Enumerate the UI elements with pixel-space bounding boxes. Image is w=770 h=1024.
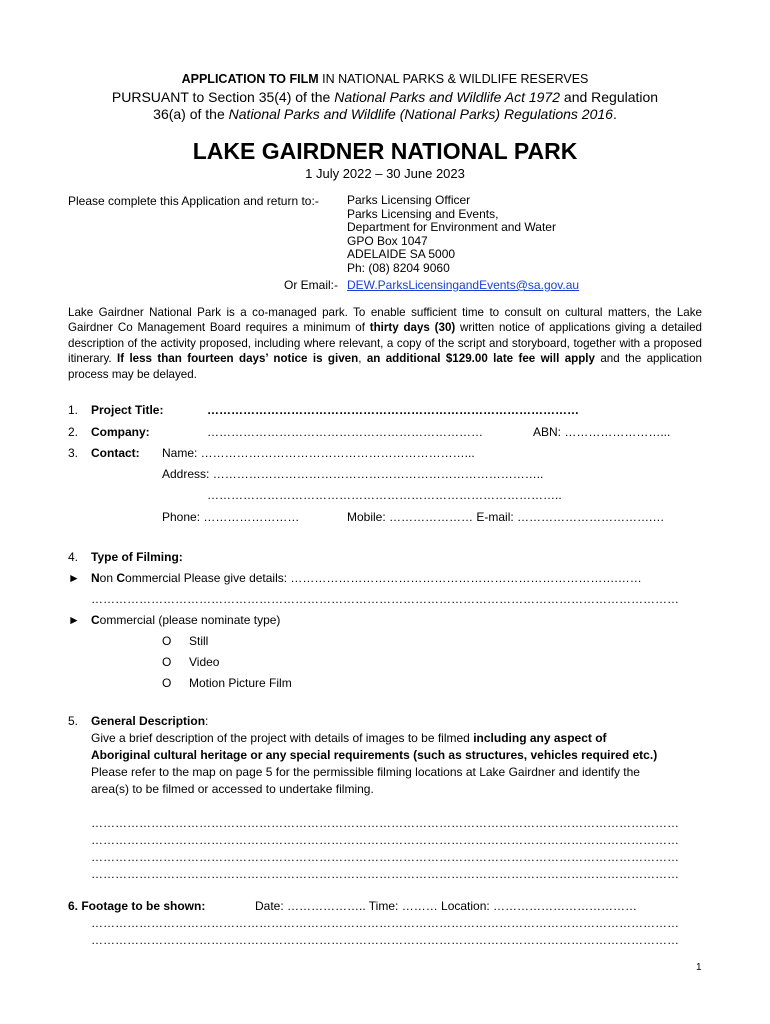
- legislation-text: and Regulation: [560, 89, 659, 105]
- section-3-number: 3.: [68, 446, 79, 460]
- arrow-bullet-icon: ►: [68, 571, 80, 585]
- video-checkbox[interactable]: O: [162, 655, 172, 669]
- page-number: 1: [696, 962, 702, 973]
- email-link[interactable]: DEW.ParksLicensingandEvents@sa.gov.au: [347, 278, 580, 292]
- contact-address-field[interactable]: Address: ………………………………………………………………………..: [162, 467, 544, 481]
- late-fee-notice: an additional $129.00 late fee will apply: [366, 352, 595, 366]
- option-text: ommercial Please give details: ……………………………………………………………………….……: [125, 571, 642, 585]
- contact-name-field[interactable]: Name: …………………………………………………………...: [162, 446, 475, 460]
- regulation-name: National Parks and Wildlife (National Parks) Regulations 2016: [228, 106, 613, 122]
- company-field[interactable]: ……………………………………………………………: [207, 425, 483, 439]
- legislation-text: 36(a) of the: [153, 106, 229, 122]
- general-description-label: General Description: [91, 714, 206, 728]
- description-instruction-2: Aboriginal cultural heritage or any special requirements (such as structures, vehicles required etc.): [91, 748, 658, 762]
- description-field-line[interactable]: …………………………………………………………………………………………………………………………………: [91, 816, 679, 830]
- contact-mobile-email-field[interactable]: Mobile: ………………… E-mail: …………………………….…: [347, 510, 665, 524]
- description-instruction-1: [91, 731, 607, 745]
- heading-colon: :: [205, 714, 209, 728]
- description-instruction-3: Please refer to the map on page 5 for the permissible filming locations at Lake Gairdner and identify the: [91, 765, 640, 779]
- description-instruction-4: area(s) to be filmed or accessed to undertake filming.: [91, 782, 374, 796]
- section-5-number: 5.: [68, 714, 79, 728]
- motion-picture-checkbox[interactable]: O: [162, 676, 172, 690]
- validity-dates: 1 July 2022 – 30 June 2023: [305, 166, 465, 181]
- option-initial: N: [91, 571, 100, 585]
- intro-text: written notice of applications giving a detailed description of the activity proposed, including where relevant, a copy of the script and storyboard, together with a proposed itinerary.: [68, 321, 702, 366]
- section-4-number: 4.: [68, 550, 79, 564]
- form-heading: [0, 72, 770, 86]
- project-title-field[interactable]: …………………………………………………………………………………: [207, 403, 579, 417]
- still-checkbox[interactable]: O: [162, 634, 172, 648]
- legislation-text: .: [612, 106, 617, 122]
- abn-field[interactable]: ABN: ……………………...: [533, 425, 671, 439]
- motion-picture-label: Motion Picture Film: [189, 676, 292, 690]
- address-line: ADELAIDE SA 5000: [347, 247, 456, 261]
- footage-field-line[interactable]: …………………………………………………………………………………………………………………………………: [91, 933, 679, 947]
- address-line: Ph: (08) 8204 9060: [347, 260, 450, 275]
- still-label: Still: [189, 634, 209, 648]
- description-field-line[interactable]: …………………………………………………………………………………………………………………………………: [91, 833, 679, 847]
- intro-text: ,: [358, 352, 367, 366]
- project-title-label: Project Title:: [91, 403, 164, 417]
- legislation-line-2: [0, 106, 770, 122]
- intro-paragraph: [68, 305, 702, 382]
- contact-address-field-2[interactable]: ……………………………………………………………………………..: [207, 488, 562, 502]
- option-text: ommercial (please nominate type): [99, 613, 281, 627]
- email-label: Or Email:-: [284, 278, 338, 292]
- option-initial: C: [91, 613, 100, 627]
- address-line: GPO Box 1047: [347, 233, 428, 248]
- description-field-line[interactable]: …………………………………………………………………………………………………………………………………: [91, 850, 679, 864]
- legislation-text: PURSUANT to Section 35(4) of the: [111, 89, 335, 105]
- arrow-bullet-icon: ►: [68, 613, 80, 627]
- section-1-number: 1.: [68, 403, 79, 417]
- address-line: Department for Environment and Water: [347, 220, 556, 234]
- legislation-line-1: [0, 89, 770, 105]
- form-heading-bold: APPLICATION TO FILM: [181, 72, 319, 86]
- option-text: on: [99, 571, 117, 585]
- intro-text: Lake Gairdner National Park is a co-managed park. To enable sufficient time to consult on cultural matters, the Lake Gairdner Co Management Board requires a minimum of: [68, 306, 702, 335]
- return-address: [347, 194, 556, 275]
- section-2-number: 2.: [68, 425, 79, 439]
- address-line: Parks Licensing and Events,: [347, 206, 499, 221]
- footage-fields[interactable]: Date: ……………….. Time: ……… Location: ………………………………: [255, 899, 638, 913]
- footage-field-line[interactable]: …………………………………………………………………………………………………………………………………: [91, 916, 679, 930]
- description-field-line[interactable]: …………………………………………………………………………………………………………………………………: [91, 867, 679, 881]
- form-heading-rest: IN NATIONAL PARKS & WILDLIFE RESERVES: [318, 72, 589, 86]
- type-of-filming-label: Type of Filming:: [91, 550, 183, 564]
- video-label: Video: [189, 655, 220, 669]
- commercial-option[interactable]: [91, 613, 280, 627]
- address-line: Parks Licensing Officer: [347, 193, 471, 207]
- return-instruction: Please complete this Application and return to:-: [68, 194, 319, 208]
- instruction-emphasis: including any aspect of: [473, 731, 607, 745]
- non-commercial-option[interactable]: [91, 571, 642, 585]
- non-commercial-details-field[interactable]: …………………………………………………………………………………………………………………………………: [91, 592, 679, 606]
- general-description-heading: [91, 714, 208, 728]
- act-name: National Parks and Wildlife Act 1972: [334, 89, 561, 105]
- footage-label: 6. Footage to be shown:: [68, 899, 206, 913]
- contact-phone-field[interactable]: Phone: ……………………: [162, 510, 300, 524]
- page-title: LAKE GAIRDNER NATIONAL PARK: [192, 138, 578, 164]
- intro-emphasis: thirty days (30): [369, 321, 456, 335]
- option-initial: C: [116, 571, 126, 585]
- intro-text: and the application process may be delayed.: [68, 352, 703, 381]
- instruction-text: Give a brief description of the project with details of images to be filmed: [91, 731, 474, 745]
- contact-label: Contact:: [91, 446, 140, 460]
- company-label: Company:: [91, 425, 150, 439]
- intro-emphasis: If less than fourteen days’ notice is given: [116, 352, 359, 366]
